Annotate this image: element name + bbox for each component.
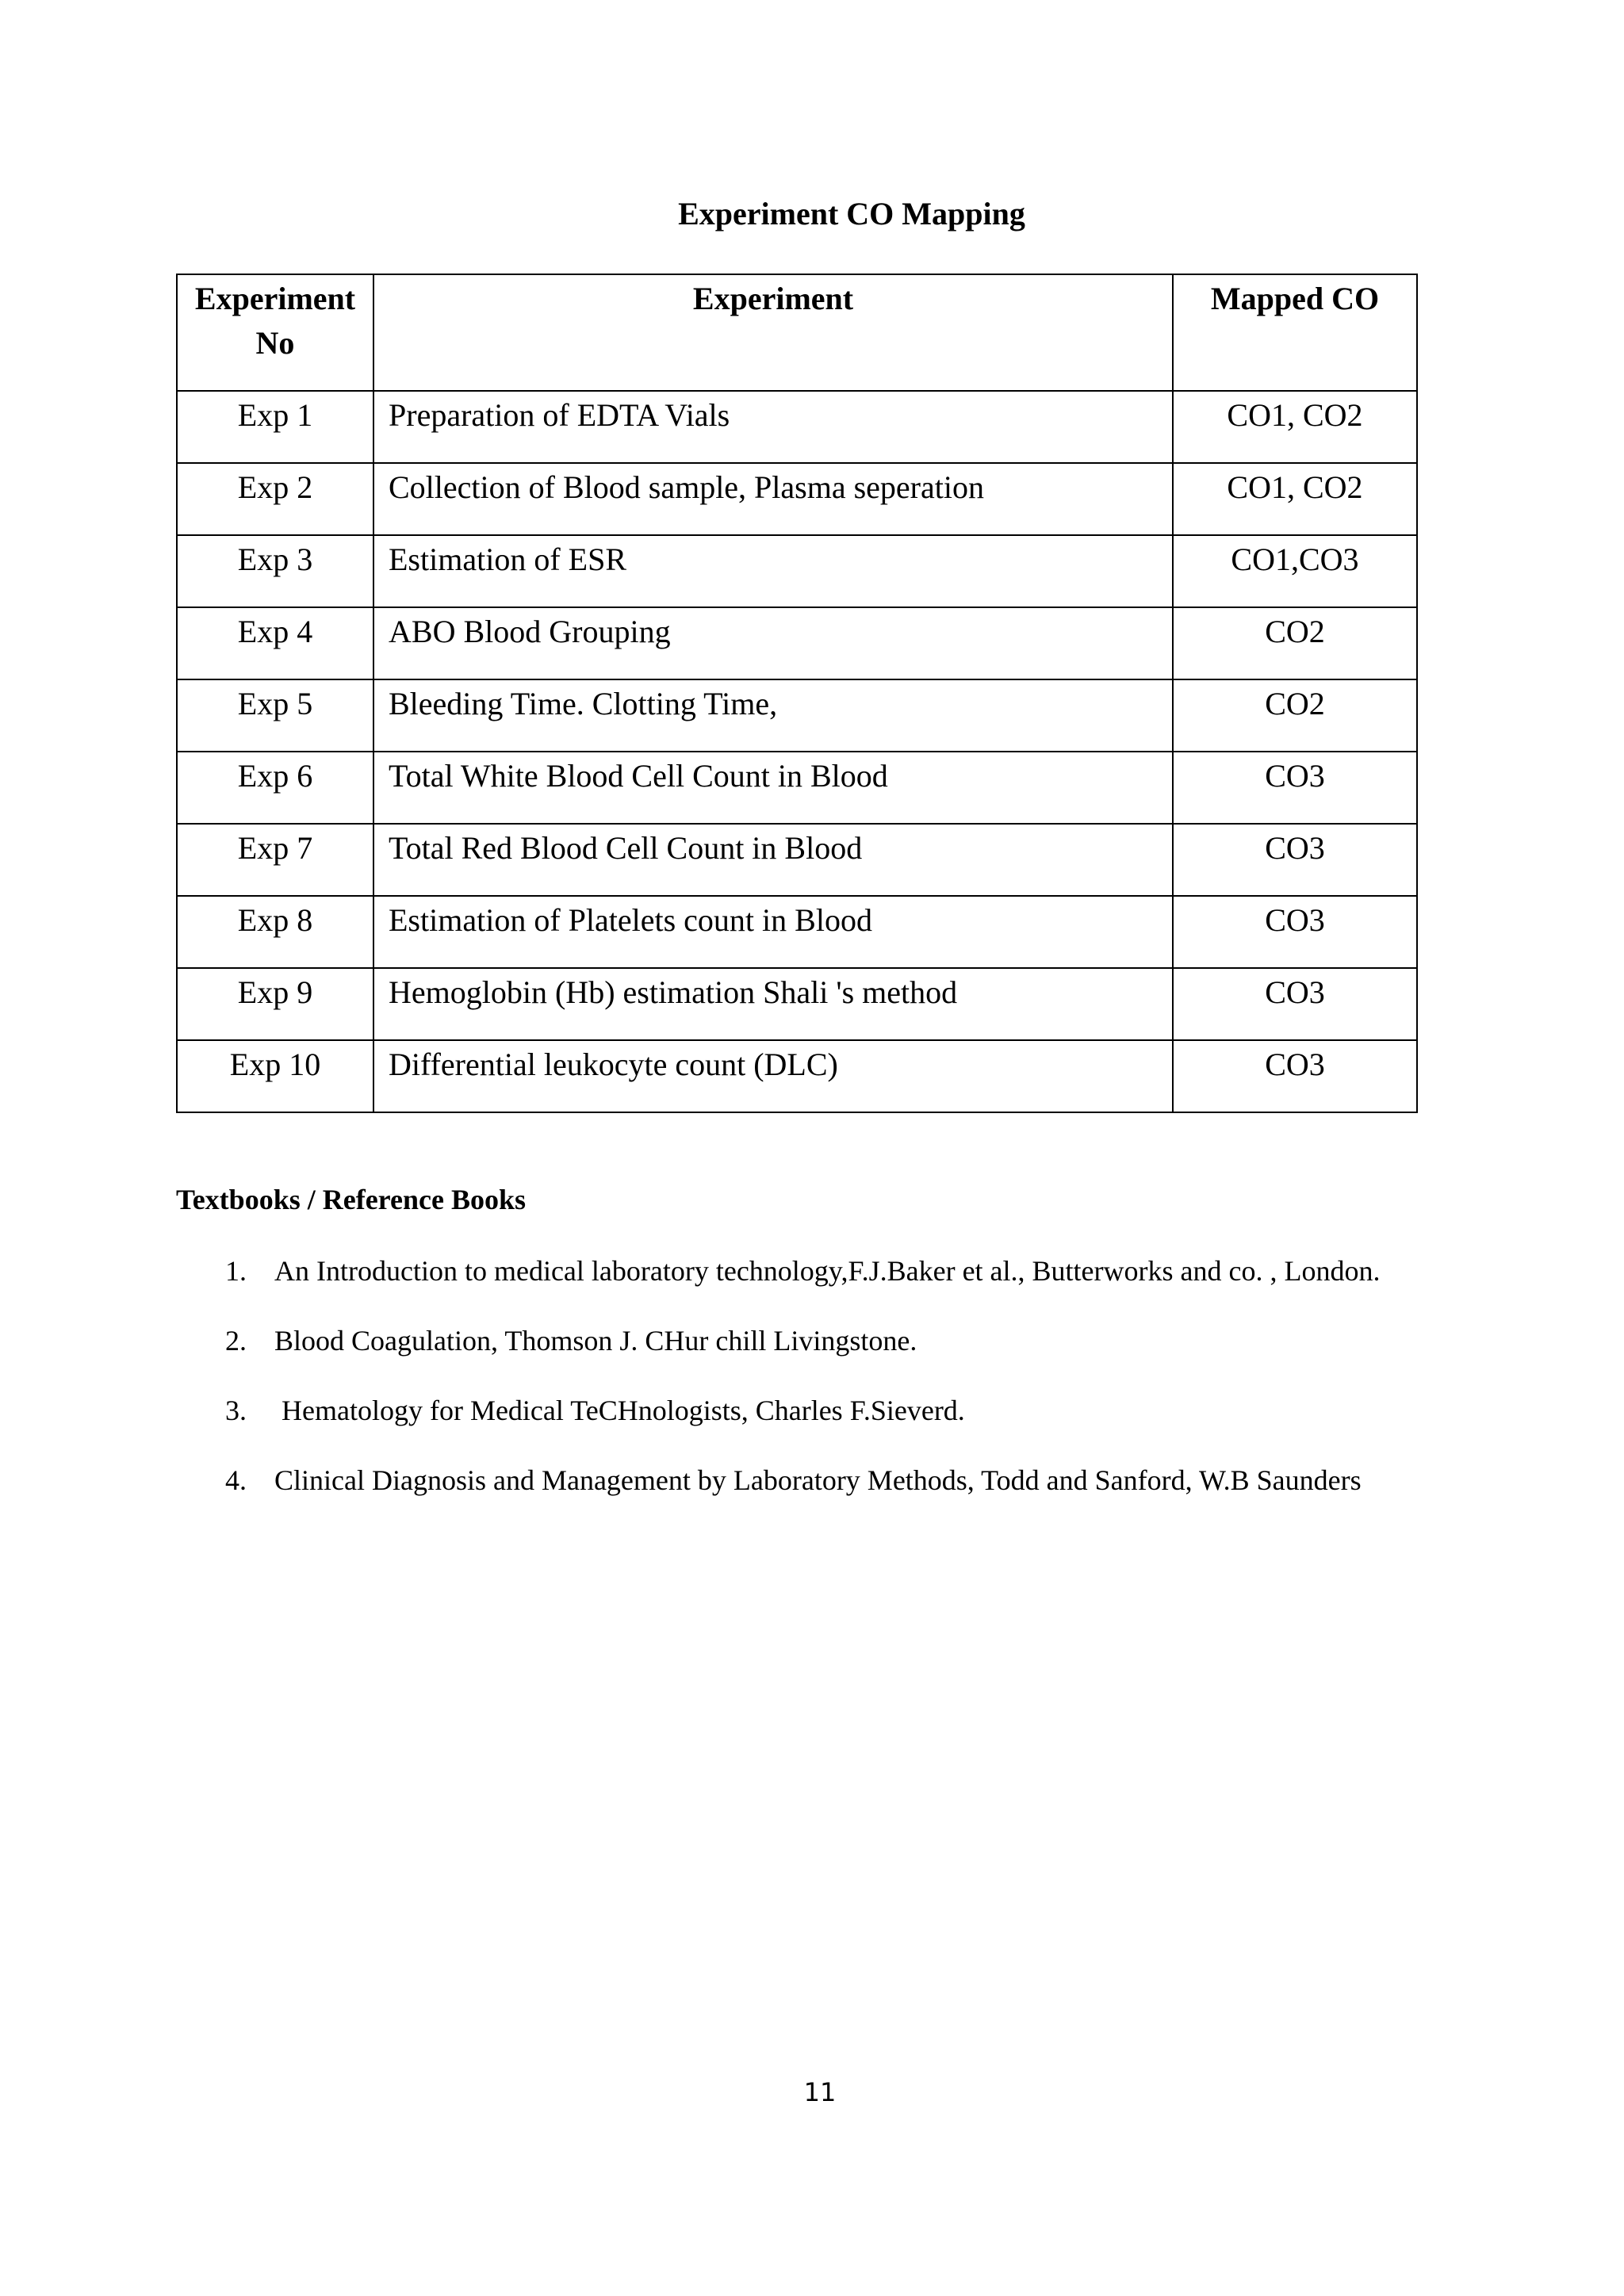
reference-number: 3.: [225, 1395, 247, 1426]
experiment-name-cell: Hemoglobin (Hb) estimation Shali 's method: [373, 968, 1173, 1040]
table-row: [177, 1040, 1417, 1112]
experiment-no-cell: Exp 5: [177, 679, 373, 752]
experiment-no-cell: Exp 1: [177, 391, 373, 463]
experiment-no-cell: Exp 9: [177, 968, 373, 1040]
reference-number: 4.: [225, 1464, 247, 1496]
experiment-no-cell: Exp 8: [177, 896, 373, 968]
page-number: 11: [803, 2077, 837, 2107]
experiment-no-cell: Exp 6: [177, 752, 373, 824]
experiment-no-cell: Exp 7: [177, 824, 373, 896]
table-row: [177, 535, 1417, 607]
table-row: [177, 679, 1417, 752]
table-row: [177, 968, 1417, 1040]
experiment-name-cell: ABO Blood Grouping: [373, 607, 1173, 679]
experiment-name-cell: Total Red Blood Cell Count in Blood: [373, 824, 1173, 896]
mapped-co-cell: CO3: [1173, 752, 1417, 824]
mapped-co-cell: CO3: [1173, 824, 1417, 896]
experiment-name-cell: Collection of Blood sample, Plasma seperation: [373, 463, 1173, 535]
reference-item: [176, 1394, 1380, 1464]
header-experiment-no: Experiment No: [177, 274, 373, 391]
table-row: [177, 463, 1417, 535]
mapped-co-cell: CO3: [1173, 1040, 1417, 1112]
reference-item: [176, 1464, 1380, 1533]
mapped-co-cell: CO2: [1173, 679, 1417, 752]
mapped-co-cell: CO1, CO2: [1173, 391, 1417, 463]
experiment-name-cell: Differential leukocyte count (DLC): [373, 1040, 1173, 1112]
reference-item: [176, 1254, 1380, 1324]
mapped-co-cell: CO3: [1173, 968, 1417, 1040]
table-header-row: [177, 274, 1417, 391]
mapped-co-cell: CO3: [1173, 896, 1417, 968]
table-row: [177, 752, 1417, 824]
mapped-co-cell: CO1,CO3: [1173, 535, 1417, 607]
reference-item: [176, 1324, 1380, 1394]
references-heading: Textbooks / Reference Books: [176, 1184, 526, 1215]
table-row: [177, 607, 1417, 679]
page-title: Experiment CO Mapping: [678, 196, 1025, 232]
reference-text: Blood Coagulation, Thomson J. CHur chill Livingstone.: [274, 1325, 917, 1357]
table-row: [177, 391, 1417, 463]
experiment-name-cell: Estimation of ESR: [373, 535, 1173, 607]
table-row: [177, 896, 1417, 968]
experiment-no-cell: Exp 4: [177, 607, 373, 679]
experiment-name-cell: Bleeding Time. Clotting Time,: [373, 679, 1173, 752]
experiment-no-cell: Exp 3: [177, 535, 373, 607]
experiment-name-cell: Preparation of EDTA Vials: [373, 391, 1173, 463]
reference-text: An Introduction to medical laboratory technology,F.J.Baker et al., Butterworks and co. , London.: [274, 1255, 1381, 1287]
table-row: [177, 824, 1417, 896]
experiment-co-table: [176, 274, 1418, 1113]
experiment-name-cell: Estimation of Platelets count in Blood: [373, 896, 1173, 968]
experiment-name-cell: Total White Blood Cell Count in Blood: [373, 752, 1173, 824]
reference-text: Hematology for Medical TeCHnologists, Charles F.Sieverd.: [274, 1395, 965, 1426]
header-mapped-co: Mapped CO: [1173, 274, 1417, 391]
header-experiment: Experiment: [373, 274, 1173, 391]
experiment-no-cell: Exp 2: [177, 463, 373, 535]
reference-number: 1.: [225, 1255, 247, 1287]
experiment-no-cell: Exp 10: [177, 1040, 373, 1112]
reference-number: 2.: [225, 1325, 247, 1357]
mapped-co-cell: CO1, CO2: [1173, 463, 1417, 535]
reference-text: Clinical Diagnosis and Management by Laboratory Methods, Todd and Sanford, W.B Saunders: [274, 1464, 1362, 1496]
references-list: [176, 1254, 1380, 1533]
mapped-co-cell: CO2: [1173, 607, 1417, 679]
